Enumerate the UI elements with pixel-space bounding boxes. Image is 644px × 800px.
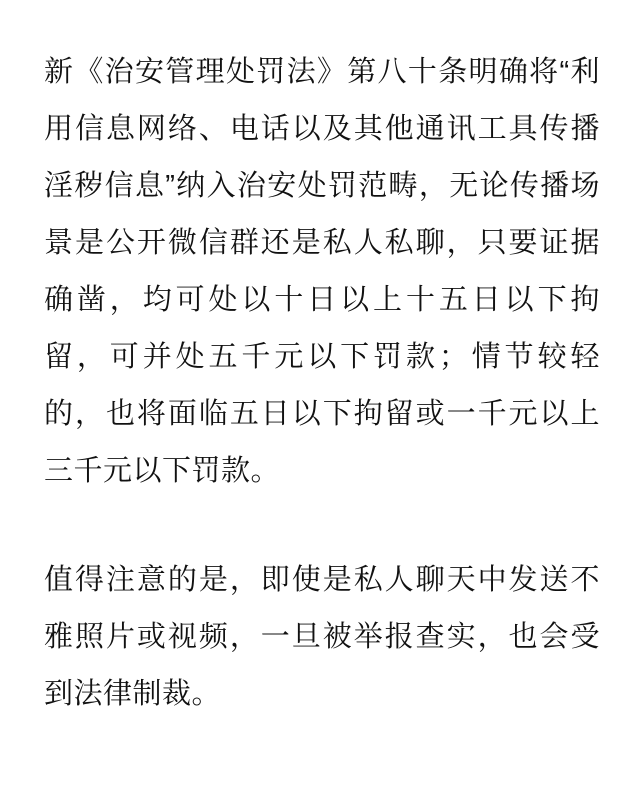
paragraph-1: 新《治安管理处罚法》第八十条明确将“利用信息网络、电话以及其他通讯工具传播淫秽信息”纳入治安处罚范畴，无论传播场景是公开微信群还是私人私聊，只要证据确凿，均可处以十日以上十五日以下拘留，可并处五千元以下罚款；情节较轻的，也将面临五日以下拘留或一千元以上三千元以下罚款。 bbox=[44, 56, 600, 487]
paragraph-2: 值得注意的是，即使是私人聊天中发送不雅照片或视频，一旦被举报查实，也会受到法律制裁。 bbox=[44, 564, 600, 710]
article-body bbox=[44, 44, 600, 723]
